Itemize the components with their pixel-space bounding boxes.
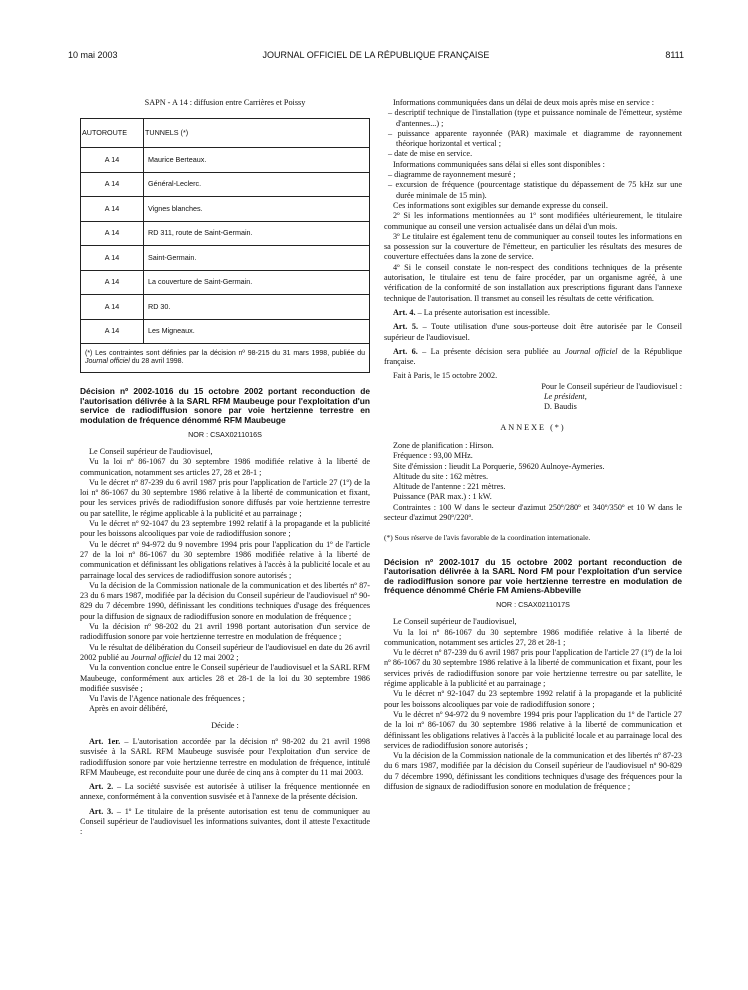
autoroute-cell: A 14 [81, 221, 144, 246]
annex-line: Site d'émission : lieudit La Porquerie, 59620 Aulnoye-Aymeries. [393, 461, 605, 471]
paragraph: Informations communiquées dans un délai de deux mois après mise en service : [393, 98, 655, 107]
paragraph: Vu le décret nº 87-239 du 6 avril 1987 pris pour l'application de l'article 27 (1º) de la loi nº 86-1067 du 30 septembre 1986 relative à la liberté de communication et fixant, pour les services privés de radiodiffusion sonore par voie hertzienne terrestre ou par satellite, le régime applicable à la publicité et au parrainage ; [384, 648, 682, 689]
done-at-paris: Fait à Paris, le 15 octobre 2002. [393, 371, 498, 381]
paragraph: 4º Si le conseil constate le non-respect des conditions techniques de la présente autorisation, le titulaire est tenu de faire procéder, par un organisme agréé, à une vérification de la conformité de son installation aux prescriptions figurant dans l'annexe technique de l'autorisation. Il transmet au conseil les résultats de cette vérification. [384, 262, 682, 303]
paragraph: Vu la loi nº 86-1067 du 30 septembre 1986 modifiée relative à la liberté de communication, notamment ses articles 27, 28 et 28-1 ; [384, 627, 682, 647]
autoroute-cell: A 14 [81, 197, 144, 222]
table-row [81, 172, 370, 197]
table-header-tunnels: TUNNELS (*) [144, 119, 370, 148]
article-6-label: Art. 6. [393, 346, 418, 356]
article-2-label: Art. 2. [89, 782, 114, 792]
autoroute-cell: A 14 [81, 319, 144, 344]
table-row [81, 197, 370, 222]
autoroute-cell: A 14 [81, 270, 144, 295]
signature-line: Pour le Conseil supérieur de l'audiovisuel : [541, 381, 682, 391]
article-5 [384, 322, 682, 343]
article-6-end: de la République française. [384, 346, 682, 367]
header-page-number: 8111 [665, 50, 684, 60]
annex-line: Fréquence : 93,00 MHz. [393, 451, 473, 461]
left-column [80, 98, 370, 838]
annex-footnote: (*) Sous réserve de l'avis favorable de la coordination internationale. [384, 533, 591, 543]
tunnels-table [80, 118, 370, 373]
tunnel-cell: Maurice Berteaux. [144, 148, 370, 173]
paragraph: Le Conseil supérieur de l'audiovisuel, [393, 617, 517, 627]
nor-reference-1016: NOR : CSAX0211016S [188, 429, 262, 439]
article-5-label: Art. 5. [393, 322, 419, 332]
paragraph: Vu la loi nº 86-1067 du 30 septembre 1986 modifiée relative à la liberté de communication, notamment ses articles 27, 28 et 28-1 ; [80, 457, 370, 477]
tunnel-cell: Saint-Germain. [144, 246, 370, 271]
article-4-text: – La présente autorisation est incessible. [415, 307, 550, 317]
running-header [68, 50, 684, 64]
table-note [81, 344, 370, 373]
table-row [81, 319, 370, 344]
paragraph: Vu la décision de la Commission nationale de la communication et des libertés nº 87-23 du 6 mars 1987, modifiée par la décision du Conseil supérieur de l'audiovisuel nº 90-829 du 7 décembre 1990, définissant les conditions techniques d'usage des fréquences pour la diffusion de signaux de radiodiffusion sonore en modulation de fréquence ; [384, 751, 682, 791]
tunnel-cell: Vignes blanches. [144, 197, 370, 222]
header-date: 10 mai 2003 [68, 50, 118, 60]
article-2 [80, 782, 370, 803]
autoroute-cell: A 14 [81, 246, 144, 271]
article-1-text: – L'autorisation accordée par la décision nº 98-202 du 21 avril 1998 susvisée à la SARL RFM Maubeuge susvisée pour l'exploitation d'un service de radiodiffusion sonore par voie hertzienne terrestre en modulation de fréquence, intitulé RFM Maubeuge, est reconduite pour une durée de cinq ans à compter du 11 mai 2003. [80, 736, 370, 777]
article-1-label: Art. 1er. [89, 736, 121, 746]
paragraph: Après en avoir délibéré, [89, 704, 168, 714]
article-5-text: – Toute utilisation d'une sous-porteuse doit être autorisée par le Conseil supérieur de l'audiovisuel. [384, 322, 682, 342]
article-3-text: – 1º Le titulaire de la présente autorisation est tenu de communiquer au Conseil supérieur de l'audiovisuel les informations suivantes, dont il atteste l'exactitude : [80, 806, 371, 837]
paragraph: Vu le décret nº 92-1047 du 23 septembre 1992 relatif à la propagande et la publicité pour les boissons alcooliques par voie de radiodiffusion sonore ; [80, 519, 370, 539]
paragraph: Vu le décret nº 94-972 du 9 novembre 1994 pris pour l'application du 1º de l'article 27 de la loi nº 86-1067 du 30 septembre 1986 modifiée relative à la liberté de communication et définissant les obligations relatives à l'accès à la publicité locale et au parrainage local des services de radiodiffusion sonore autorisés ; [80, 539, 370, 580]
table-header-autoroute: AUTOROUTE [81, 119, 144, 148]
article-6-text: – La présente décision sera publiée au [417, 346, 561, 356]
tunnel-cell: Général-Leclerc. [144, 172, 370, 197]
article-4-label: Art. 4. [393, 307, 416, 317]
article-3 [80, 807, 370, 838]
decision-title-1017: Décision nº 2002-1017 du 15 octobre 2002 portant reconduction de l'autorisation délivrée à la SARL Nord FM pour l'exploitation d'un service de radiodiffusion sonore par voie hertzienne terrestre en modulation de fréquence dénommé Chérie FM Amiens-Abbeville [384, 556, 682, 596]
table-note-journal: Journal officiel [85, 358, 130, 366]
annex-line: Altitude de l'antenne : 221 mètres. [393, 482, 506, 492]
paragraph: 2º Si les informations mentionnées au 1º sont modifiées ultérieurement, le titulaire communique au conseil une version actualisée dans un délai d'un mois. [384, 211, 682, 231]
annex-line: Zone de planification : Hirson. [393, 440, 494, 450]
table-row [81, 246, 370, 271]
signature-name: D. Baudis [544, 402, 577, 412]
decide-heading: Décide : [211, 720, 239, 730]
tunnel-cell: La couverture de Saint-Germain. [144, 270, 370, 295]
tunnel-cell: RD 311, route de Saint-Germain. [144, 221, 370, 246]
article-3-label: Art. 3. [89, 806, 114, 816]
table-row [81, 270, 370, 295]
signature-title: Le président, [544, 392, 587, 402]
annex-line: Altitude du site : 162 mètres. [393, 471, 489, 481]
paragraph: 3º Le titulaire est également tenu de communiquer au conseil toutes les informations en sa possession sur la couverture de l'émetteur, en particulier les résultats des mesures de couverture effectuées dans la zone de service. [384, 231, 682, 262]
annex-line: Contraintes : 100 W dans le secteur d'azimut 250º/280º et 340º/350º et 10 W dans le secteur d'azimut 290º/220º. [384, 502, 682, 522]
paragraph: Vu la décision nº 98-202 du 21 avril 1998 portant autorisation d'un service de radiodiffusion sonore par voie hertzienne terrestre en modulation de fréquence ; [80, 622, 370, 642]
paragraph: Ces informations sont exigibles sur demande expresse du conseil. [393, 200, 608, 210]
table-row [81, 148, 370, 173]
autoroute-cell: A 14 [81, 172, 144, 197]
paragraph: Informations communiquées sans délai si elles sont disponibles : [393, 159, 605, 169]
dash-item: – diagramme de rayonnement mesuré ; [384, 170, 682, 180]
paragraph: Vu le décret nº 94-972 du 9 novembre 1994 pris pour l'application du 1º de l'article 27 de la loi nº 86-1067 du 30 septembre 1986 relative à la liberté de communication et définissant les obligations relatives à l'accès à la publicité locale et au parrainage local des services de radiodiffusion sonore autorisés ; [384, 709, 682, 750]
deliberation-date: du 12 mai 2002 ; [183, 652, 239, 662]
article-2-text: – La société susvisée est autorisée à utiliser la fréquence mentionnée en annexe, conformément à la convention susvisée et à l'annexe de la présente décision. [80, 782, 371, 802]
paragraph: Vu la décision de la Commission nationale de la communication et des libertés nº 87-23 du 6 mars 1987, modifiée par la décision du Conseil supérieur de l'audiovisuel nº 90-829 du 7 décembre 1990, définissant les conditions techniques d'usage des fréquences pour la diffusion de signaux de radiodiffusion sonore en modulation de fréquence ; [80, 580, 370, 621]
nor-reference-1017: NOR : CSAX0211017S [496, 599, 570, 609]
table-note-date: du 28 avril 1998. [131, 358, 184, 366]
header-journal-title: JOURNAL OFFICIEL DE LA RÉPUBLIQUE FRANÇAISE [262, 50, 490, 60]
table-row [81, 295, 370, 320]
annexe-heading: ANNEXE (*) [500, 422, 566, 432]
article-6 [384, 347, 682, 368]
paragraph: Vu le décret nº 92-1047 du 23 septembre 1992 relatif à la propagande et la publicité pour les boissons alcooliques par voie de radiodiffusion sonore ; [384, 689, 682, 709]
paragraph: Le Conseil supérieur de l'audiovisuel, [89, 446, 213, 456]
article-6-journal: Journal officiel [564, 346, 618, 356]
paragraph: Vu le décret nº 87-239 du 6 avril 1987 pris pour l'application de l'article 27 (1º) de la loi nº 86-1067 du 30 septembre 1986 relative à la liberté de communication et fixant, pour les services privés de radiodiffusion sonore diffusés par voie hertzienne terrestre ou par satellite, le régime applicable à la publicité et au parrainage ; [80, 477, 370, 518]
deliberation-journal: Journal officiel [130, 652, 181, 662]
paragraph-deliberation [80, 643, 370, 664]
dash-item: – date de mise en service. [384, 149, 682, 159]
paragraph: Vu l'avis de l'Agence nationale des fréquences ; [89, 694, 245, 704]
dash-item: – descriptif technique de l'installation (type et puissance nominale de l'émetteur, système d'antennes...) ; [384, 108, 682, 129]
dash-item: – puissance apparente rayonnée (PAR) maximale et diagramme de rayonnement théorique horizontal et vertical ; [384, 129, 682, 150]
table-note-row [81, 344, 370, 373]
article-4 [384, 308, 682, 318]
tunnel-cell: RD 30. [144, 295, 370, 320]
dash-item: – excursion de fréquence (pourcentage statistique du dépassement de 75 kHz sur une durée minimale de 15 min). [384, 180, 682, 201]
autoroute-cell: A 14 [81, 295, 144, 320]
deliberation-text: Vu le résultat de délibération du Conseil supérieur de l'audiovisuel en date du 26 avril 2002 publié au [80, 642, 370, 662]
right-column [384, 98, 682, 792]
table-header-row [81, 119, 370, 148]
table-caption: SAPN - A 14 : diffusion entre Carrières et Poissy [144, 98, 306, 107]
table-note-text: (*) Les contraintes sont définies par la décision nº 98-215 du 31 mars 1998, publiée du [85, 349, 365, 357]
annex-line: Puissance (PAR max.) : 1 kW. [393, 492, 492, 502]
autoroute-cell: A 14 [81, 148, 144, 173]
table-row [81, 221, 370, 246]
tunnel-cell: Les Migneaux. [144, 319, 370, 344]
article-1 [80, 737, 370, 778]
decision-title-1016: Décision nº 2002-1016 du 15 octobre 2002 portant reconduction de l'autorisation délivrée à la SARL RFM Maubeuge pour l'exploitation d'un service de radiodiffusion sonore par voie hertzienne terrestre en modulation de fréquence dénommé RFM Maubeuge [80, 386, 370, 426]
paragraph: Vu la convention conclue entre le Conseil supérieur de l'audiovisuel et la SARL RFM Maubeuge, conformément aux articles 28 et 28-1 de la loi du 30 septembre 1986 modifiée susvisée ; [80, 663, 370, 693]
